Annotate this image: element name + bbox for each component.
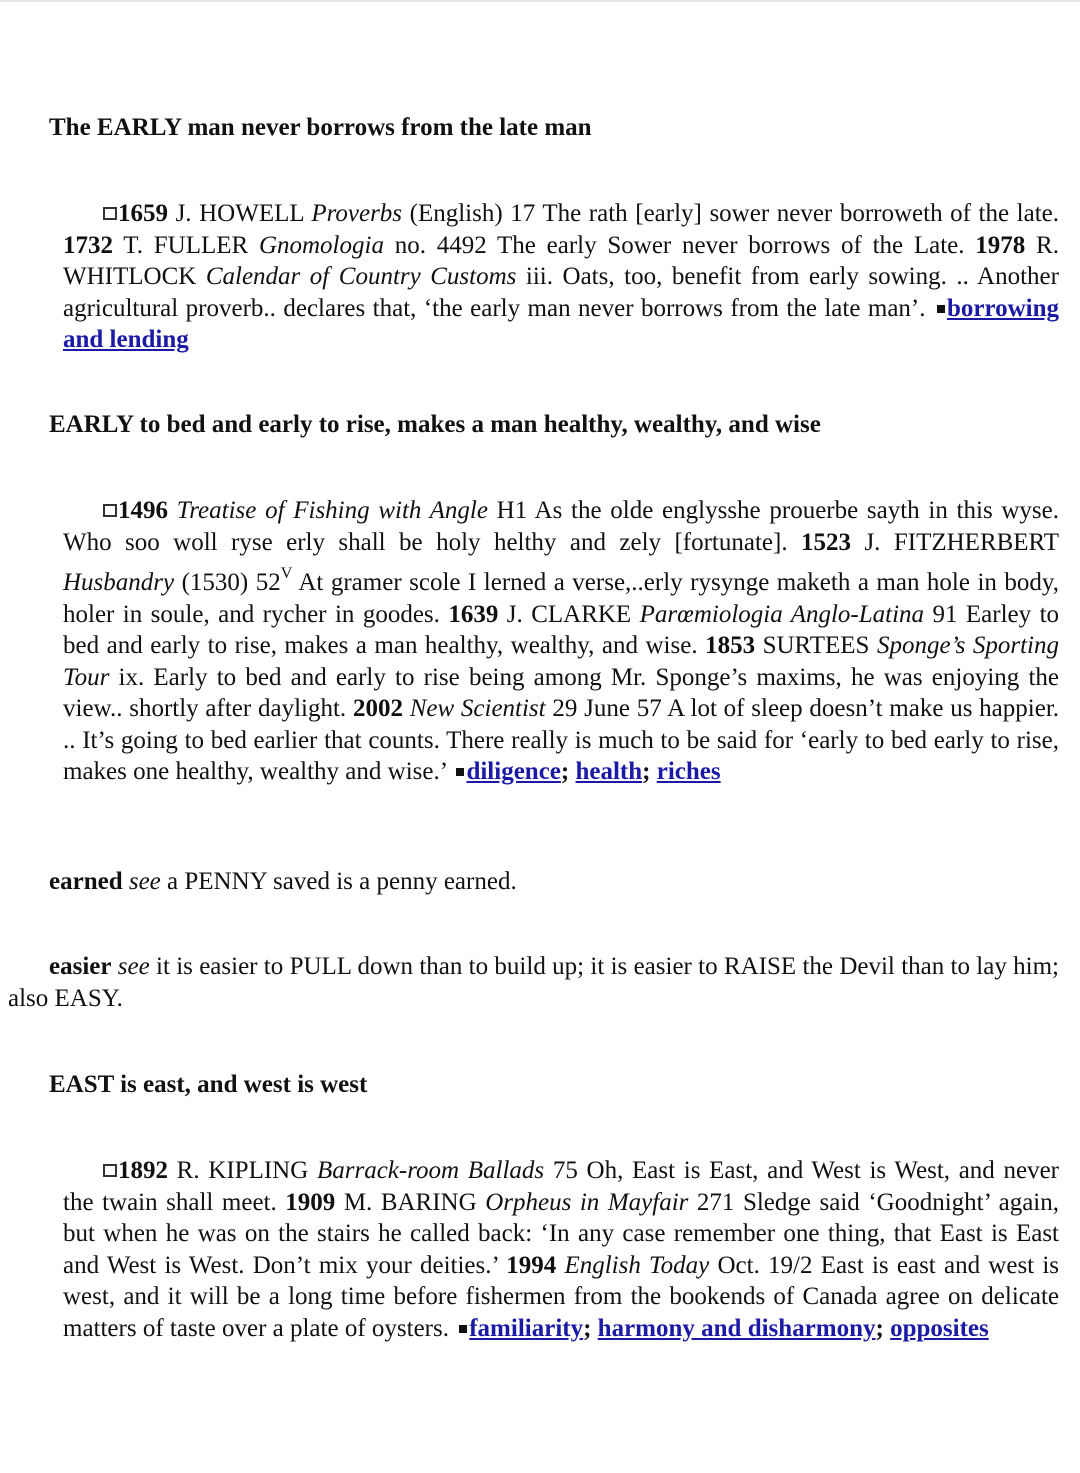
text: 271 Sledge said ‘Goodnight’ again, but when he was on the stairs he called back: ‘In any case remember one thing, that East is East and West is West. Don’t mix your deities.’ — [63, 1188, 1059, 1279]
bold-text: ; — [875, 1314, 891, 1342]
theme-marker-icon — [456, 768, 464, 776]
bold-text: 1659 — [118, 200, 168, 227]
bold-text: easier — [49, 953, 112, 980]
text: H1 As the olde englysshe prouerbe sayth in this wyse. Who soo woll ryse erly shall be holy helthy and zely [fortunate]. — [63, 497, 1060, 556]
text — [403, 695, 410, 722]
cross-reference-easier — [8, 951, 1059, 1014]
text: R. WHITLOCK — [63, 231, 1059, 290]
text: a PENNY saved is a penny earned. — [160, 868, 517, 895]
bold-text: 1853 — [705, 632, 756, 659]
bold-text: 1732 — [63, 231, 113, 259]
text: 91 Earley to bed and early to rise, makes a man healthy, wealthy, and wise. — [63, 600, 1060, 659]
text: iii. Oats, too, benefit from early sowing. .. Another agricultural proverb.. declares that, ‘the early man never borrows from the late man’. — [63, 263, 1059, 322]
text: it is easier to PULL down than to build up; it is easier to RAISE the Devil than to lay him; also EASY. — [8, 953, 1059, 1012]
italic-text: Treatise of Fishing with Angle — [176, 497, 488, 524]
cross-reference-earned — [8, 866, 1059, 898]
text: EARLY to bed and early to rise, makes a man healthy, wealthy, and wise — [49, 411, 821, 438]
text: T. FULLER — [113, 231, 259, 259]
bold-text: 1994 — [506, 1251, 557, 1279]
text: Oct. 19/2 East is east and west is west, and it will be a long time before fishermen from the bookends of Canada agree on delicate matters of taste over a plate of oysters. — [63, 1251, 1060, 1342]
quotations-east-is-east — [63, 1155, 1059, 1344]
text: (English) 17 The rath [early] sower never borroweth of the late. — [402, 200, 1060, 227]
bold-text: ; — [583, 1314, 598, 1342]
italic-text: see — [128, 868, 161, 895]
bold-text: 1978 — [975, 231, 1026, 259]
text: J. HOWELL — [168, 200, 312, 227]
bold-text: 1909 — [285, 1188, 336, 1216]
theme-link[interactable]: health — [575, 758, 643, 785]
text: M. BARING — [335, 1188, 486, 1216]
headword-early-to-bed — [49, 411, 821, 439]
text: J. FITZHERBERT — [851, 528, 1060, 556]
italic-text: Calendar of Country Customs — [205, 263, 517, 290]
italic-text: Proverbs — [311, 200, 403, 227]
italic-text: English Today — [564, 1251, 710, 1279]
quotation-marker-icon — [103, 504, 117, 517]
text: EAST is east, and west is west — [49, 1071, 368, 1098]
headword-early-man — [49, 114, 592, 142]
theme-link[interactable]: harmony and disharmony — [597, 1314, 876, 1342]
text: R. KIPLING — [168, 1157, 317, 1184]
text: ix. Early to bed and early to rise being among Mr. Sponge’s maxims, he was enjoying the view.. shortly after daylight. — [63, 663, 1059, 722]
italic-text: Sponge’s Sporting Tour — [63, 632, 1059, 691]
bold-text: 1892 — [118, 1157, 168, 1184]
bold-text: earned — [49, 868, 123, 895]
bold-text: 2002 — [352, 695, 403, 722]
italic-text: Gnomologia — [258, 231, 384, 259]
text: At gramer scole I lerned a verse,..erly rysynge maketh a man hole in body, holer in soule, and rycher in goodes. — [63, 569, 1059, 628]
text: no. 4492 The early Sower never borrows of the Late. — [383, 231, 976, 259]
theme-marker-icon — [937, 305, 945, 313]
text: 75 Oh, East is East, and West is West, and never the twain shall meet. — [63, 1157, 1059, 1216]
bold-text: 1523 — [801, 528, 852, 556]
theme-link[interactable]: familiarity — [469, 1314, 584, 1342]
theme-marker-icon — [459, 1325, 467, 1333]
quotations-early-to-bed — [63, 495, 1059, 788]
bold-text: 1639 — [448, 600, 499, 628]
text: J. CLARKE — [498, 600, 640, 628]
theme-link[interactable]: riches — [656, 758, 721, 785]
theme-link[interactable]: opposites — [890, 1314, 989, 1342]
theme-link[interactable]: borrowing and lending — [63, 294, 1059, 353]
text: (1530) 52 — [174, 569, 281, 596]
bold-text: 1496 — [118, 497, 168, 524]
superscript: V — [280, 565, 293, 582]
italic-text: see — [117, 953, 150, 980]
text: 29 June 57 A lot of sleep doesn’t make us happier. .. It’s going to bed earlier that counts. There really is much to be said for ‘early to bed early to rise, makes one healthy, wealthy and wise.’ — [63, 695, 1060, 785]
bold-text: ; — [642, 758, 657, 785]
text: The EARLY man never borrows from the late man — [49, 114, 592, 141]
italic-text: New Scientist — [409, 695, 546, 722]
italic-text: Orpheus in Mayfair — [485, 1188, 689, 1216]
italic-text: Husbandry — [63, 569, 175, 596]
theme-link[interactable]: diligence — [466, 758, 561, 785]
quotation-marker-icon — [103, 207, 117, 220]
bold-text: ; — [560, 758, 576, 785]
text — [168, 497, 177, 524]
quotations-early-man — [63, 198, 1059, 356]
italic-text: Parœmiologia Anglo-Latina — [639, 600, 925, 628]
italic-text: Barrack-room Ballads — [316, 1157, 545, 1184]
text: SURTEES — [755, 632, 877, 659]
headword-east-is-east — [49, 1071, 367, 1099]
quotation-marker-icon — [103, 1164, 117, 1177]
